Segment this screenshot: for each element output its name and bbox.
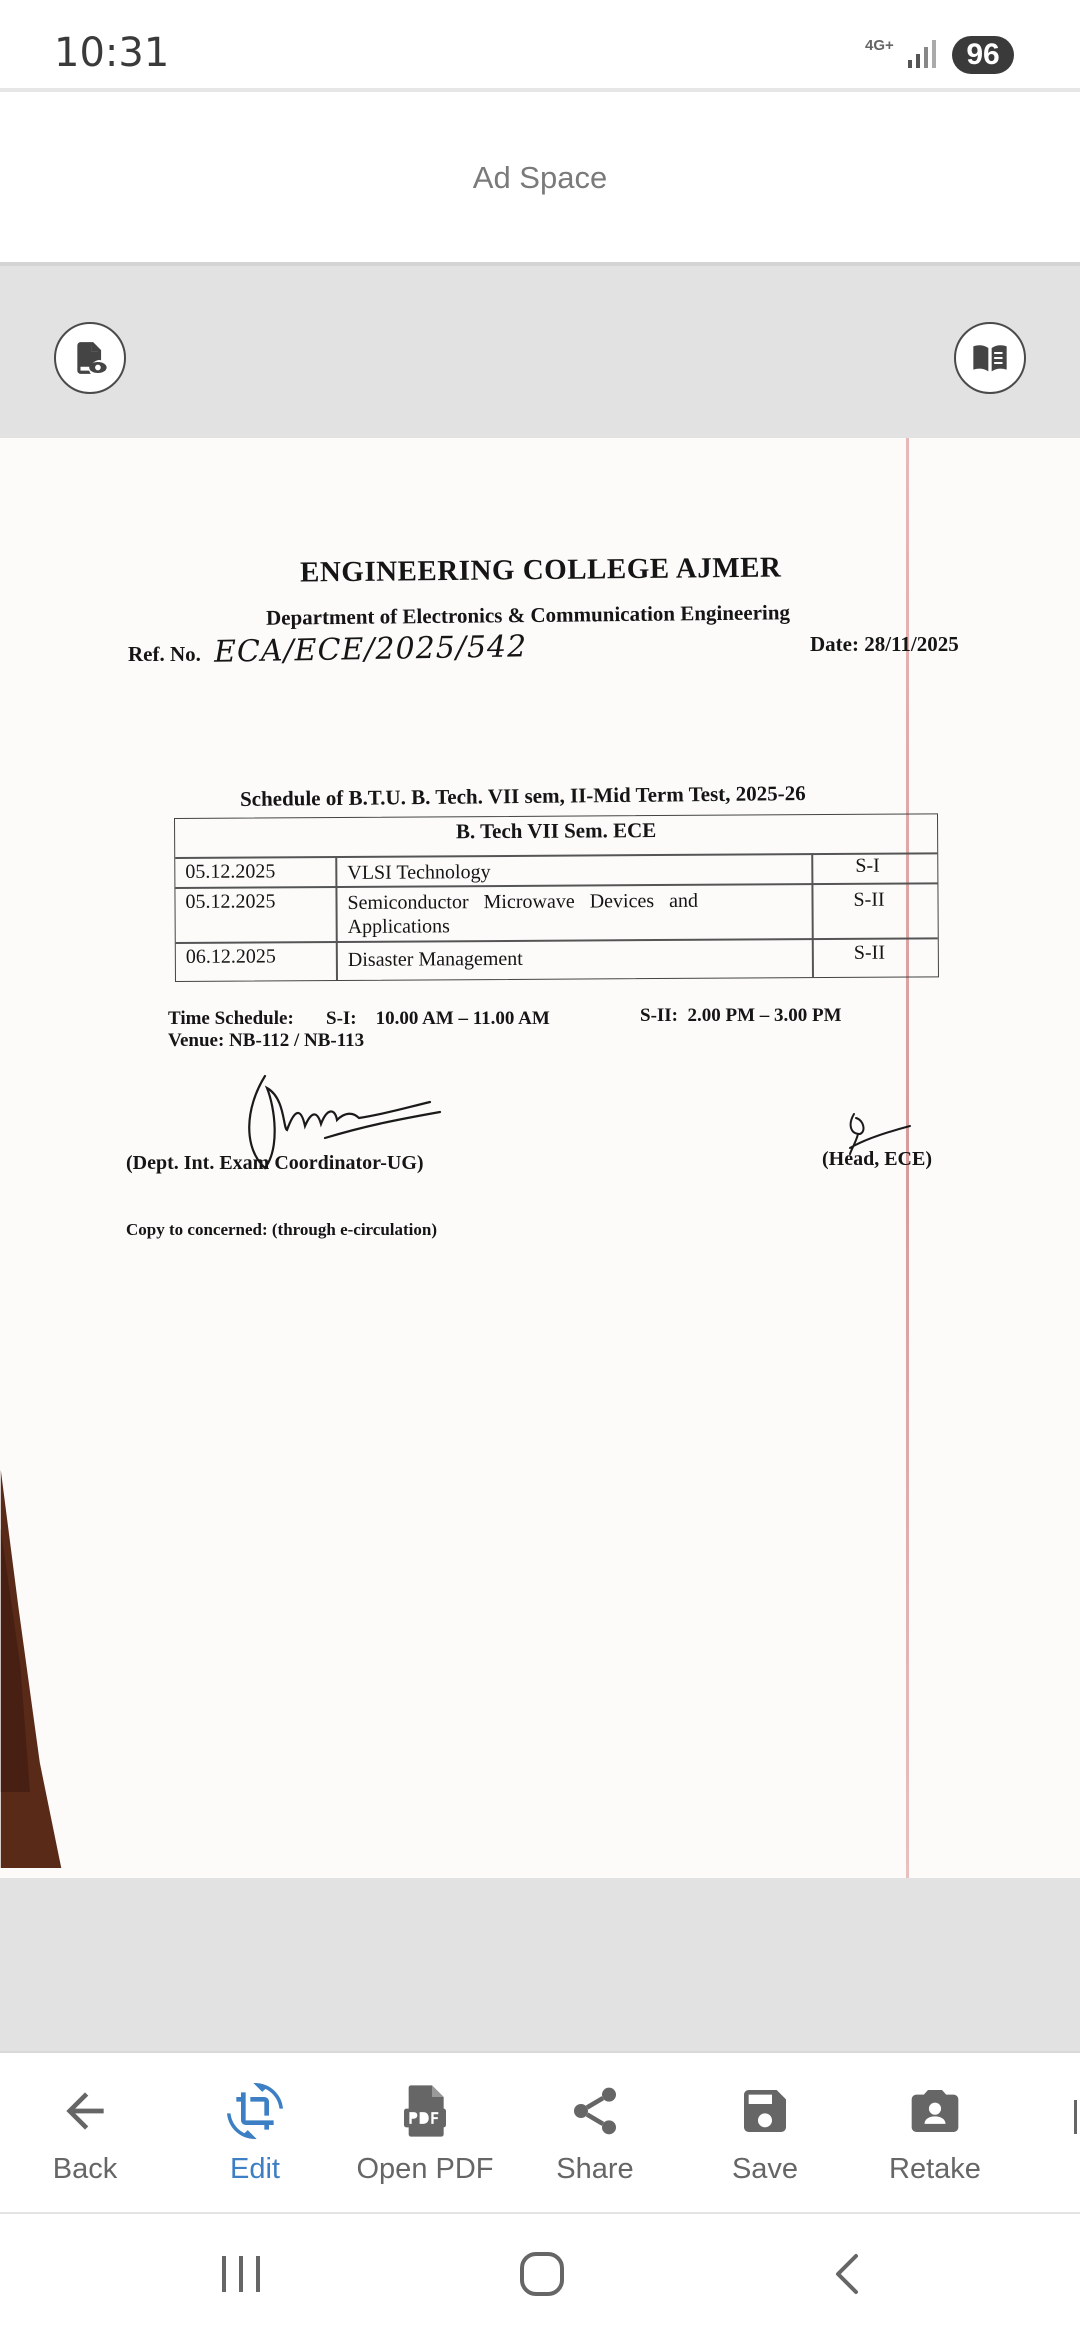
coordinator-designation: (Dept. Int. Exam Coordinator-UG): [126, 1152, 424, 1174]
session-2-time: S-II: 2.00 PM – 3.00 PM: [640, 1005, 842, 1026]
row-date: 05.12.2025: [185, 890, 276, 913]
schedule-title: Schedule of B.T.U. B. Tech. VII sem, II-Mid Term Test, 2025-26: [239, 781, 806, 811]
back-nav-icon[interactable]: [826, 2250, 870, 2298]
arrow-back-icon: [57, 2083, 113, 2139]
row-session: S-I: [855, 854, 880, 877]
college-name: ENGINEERING COLLEGE AJMER: [299, 551, 782, 589]
row-subject: VLSI Technology: [347, 861, 491, 884]
open-pdf-button[interactable]: [340, 2081, 510, 2186]
ad-label: Ad Space: [472, 160, 608, 195]
venue: Venue: NB-112 / NB-113: [168, 1030, 365, 1051]
time-schedule-label: Time Schedule:: [168, 1008, 294, 1029]
document-date: Date: 28/11/2025: [810, 632, 959, 656]
ref-number: ECA/ECE/2025/542: [213, 629, 528, 670]
retake-button[interactable]: [850, 2081, 1020, 2186]
document-eye-icon: [71, 339, 109, 377]
share-icon: [567, 2083, 623, 2139]
edit-label: Edit: [230, 2153, 280, 2185]
save-button[interactable]: [680, 2081, 850, 2186]
toolbar-overflow-edge: [1074, 2100, 1077, 2134]
table-header: B. Tech VII Sem. ECE: [455, 818, 657, 844]
scanned-document: [0, 438, 1080, 1878]
preview-document-button[interactable]: [54, 322, 126, 394]
signal-icon: [906, 38, 940, 70]
open-pdf-label: Open PDF: [356, 2153, 494, 2185]
row-session: S-II: [853, 941, 886, 964]
row-session: S-II: [853, 888, 885, 911]
row-subject-continued: Applications: [347, 915, 450, 938]
pdf-file-icon: [397, 2083, 453, 2139]
edit-button[interactable]: [170, 2081, 340, 2186]
network-type: 4G+: [865, 37, 894, 54]
row-subject: Semiconductor Microwave Devices and: [347, 889, 699, 914]
background-surface: [0, 1470, 64, 1870]
camera-retake-icon: [907, 2083, 963, 2139]
share-button[interactable]: [510, 2081, 680, 2186]
save-icon: [737, 2083, 793, 2139]
share-label: Share: [556, 2153, 634, 2185]
clock: 10:31: [54, 30, 170, 76]
head-designation: (Head, ECE): [822, 1148, 932, 1170]
battery-indicator: 96: [952, 36, 1014, 74]
row-date: 06.12.2025: [185, 945, 276, 968]
reading-mode-button[interactable]: [954, 322, 1026, 394]
session-1-time: S-I: 10.00 AM – 11.00 AM: [326, 1008, 550, 1029]
schedule-table: [174, 813, 939, 982]
department-name: Department of Electronics & Communication Engineering: [265, 600, 791, 630]
home-icon[interactable]: [518, 2250, 566, 2298]
back-label: Back: [52, 2153, 118, 2185]
copy-to-note: Copy to concerned: (through e-circulation): [126, 1220, 438, 1239]
row-date: 05.12.2025: [185, 860, 276, 883]
ref-label: Ref. No.: [128, 642, 201, 666]
back-button[interactable]: [0, 2081, 170, 2186]
save-label: Save: [731, 2153, 799, 2185]
recent-apps-icon[interactable]: [216, 2252, 266, 2296]
retake-label: Retake: [889, 2153, 981, 2185]
row-subject: Disaster Management: [347, 947, 523, 971]
crop-rotate-icon: [227, 2083, 283, 2139]
book-open-icon: [970, 338, 1010, 378]
